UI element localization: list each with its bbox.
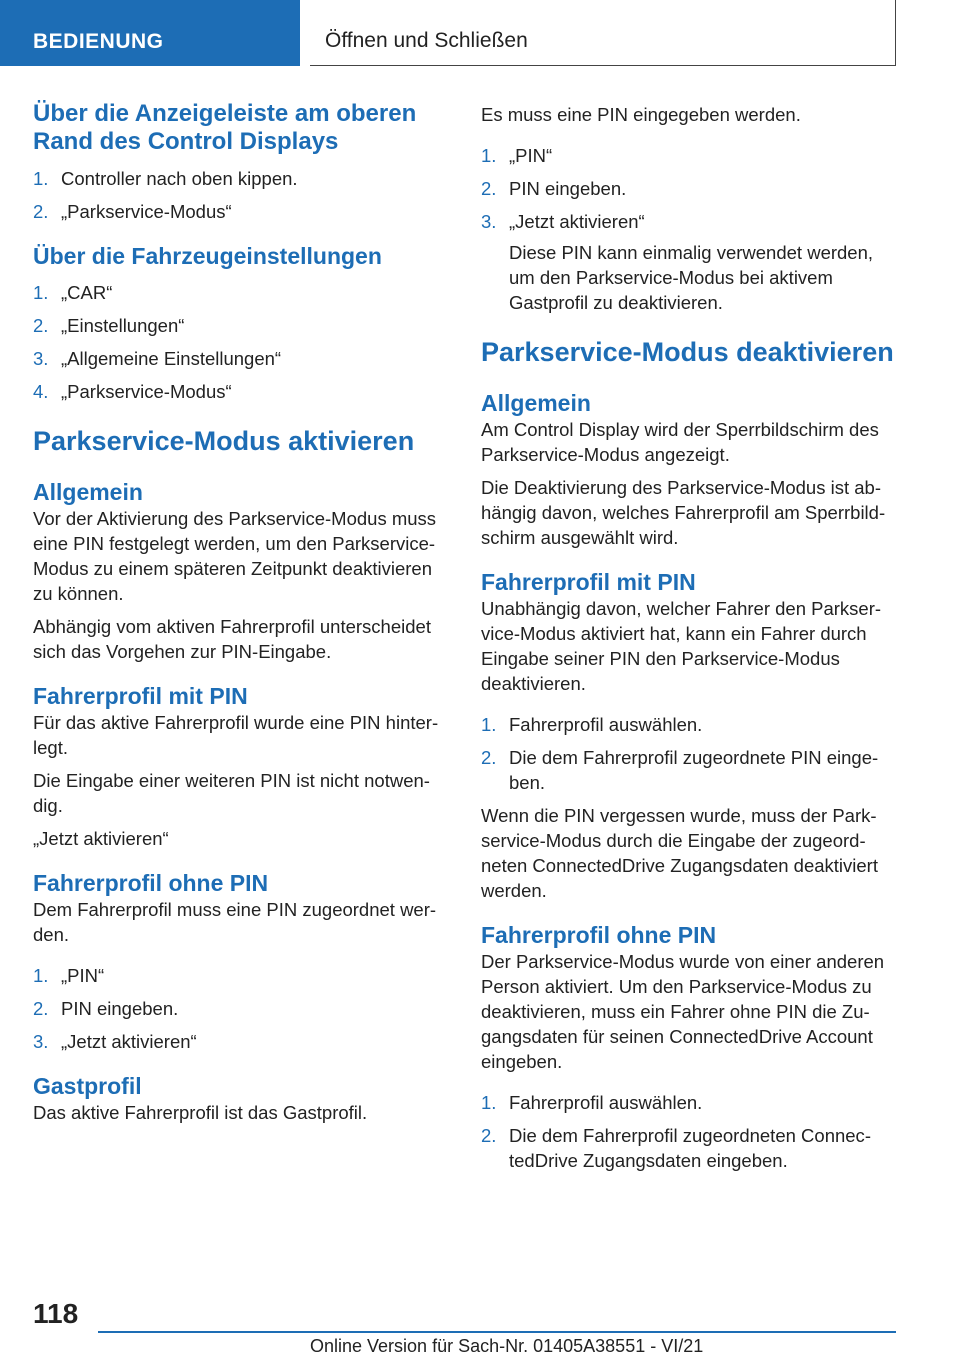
chapter-title: Öffnen und Schließen [325, 29, 528, 52]
list-item: 1. „CAR“ [33, 282, 113, 303]
list-item: 1. Fahrerprofil auswählen. [481, 1092, 703, 1113]
paragraph: Die Eingabe einer weiteren PIN ist nicht notwendig. [33, 770, 430, 816]
left-column [33, 100, 448, 1133]
list-item: 3. „Jetzt aktivieren“ [33, 1031, 197, 1052]
heading-ohne-pin: Fahrerprofil ohne PIN [33, 870, 269, 896]
paragraph: Die Deaktivierung des Parkservice-Modus ist abhängig davon, welches Fahrerprofil am Sperrbildschirm ausgewählt wird. [481, 477, 886, 548]
list-item: 2. PIN eingeben. [481, 178, 627, 199]
list-item: 3. „Allgemeine Einstellungen“ [33, 348, 282, 369]
list-item: 1. „PIN“ [481, 145, 553, 166]
steps-mit-pin [481, 712, 899, 795]
chapter-header [310, 0, 896, 66]
heading-allgemein: Allgemein [481, 390, 591, 416]
list-item: 1. Controller nach oben kippen. [33, 168, 298, 189]
paragraph: Wenn die PIN vergessen wurde, muss der Parkservice-Modus durch die Eingabe der zugeordneten ConnectedDrive Zugangsdaten deaktiviert werden. [481, 805, 878, 901]
list-item: 1. „PIN“ [33, 965, 105, 986]
paragraph: Das aktive Fahrerprofil ist das Gastprofil. [33, 1102, 368, 1123]
steps-anzeigeleiste [33, 166, 448, 224]
section-label: BEDIENUNG [33, 30, 164, 53]
list-item: 4. „Parkservice-Modus“ [33, 381, 232, 402]
paragraph: Dem Fahrerprofil muss eine PIN zugeordnet werden. [33, 899, 437, 945]
paragraph: Abhängig vom aktiven Fahrerprofil unterscheidet sich das Vorgehen zur PIN-Eingabe. [33, 616, 431, 662]
list-item: 2. „Parkservice-Modus“ [33, 201, 232, 222]
list-item: 3. „Jetzt aktivieren“ [481, 211, 645, 232]
steps-fahrzeugeinstellungen [33, 280, 448, 404]
steps-ohne-pin [481, 1090, 899, 1173]
heading-gastprofil: Gastprofil [33, 1073, 142, 1099]
heading-allgemein: Allgemein [33, 479, 143, 505]
paragraph: Es muss eine PIN eingegeben werden. [481, 104, 801, 125]
footer-divider [98, 1331, 896, 1333]
paragraph: Am Control Display wird der Sperrbildschirm des Parkservice-Modus angezeigt. [481, 419, 879, 465]
heading-ohne-pin: Fahrerprofil ohne PIN [481, 922, 717, 948]
section-tab [0, 0, 300, 66]
paragraph: Vor der Aktivierung des Parkservice-Modus muss eine PIN festgelegt werden, um den Parkservice-Modus zu einem späteren Zeitpunkt deaktivieren zu können. [33, 508, 437, 604]
page-number: 118 [33, 1298, 79, 1329]
heading-deaktivieren: Parkservice-Modus deaktivieren [481, 337, 894, 367]
paragraph: Für das aktive Fahrerprofil wurde eine PIN hinterlegt. [33, 712, 439, 758]
heading-fahrzeugeinstellungen: Über die Fahrzeugeinstellungen [33, 243, 382, 269]
heading-anzeigeleiste: Über die Anzeigeleiste am oberen Rand des Control Displays [33, 100, 417, 155]
steps-gastprofil [481, 143, 899, 234]
list-item: 2. PIN eingeben. [33, 998, 179, 1019]
heading-aktivieren: Parkservice-Modus aktivieren [33, 426, 415, 456]
heading-mit-pin: Fahrerprofil mit PIN [33, 683, 248, 709]
steps-ohne-pin [33, 963, 448, 1054]
right-column [481, 102, 899, 1181]
footer-text: Online Version für Sach-Nr. 01405A38551 - VI/21 [310, 1336, 704, 1356]
list-item: 2. Die dem Fahrerprofil zugeordnete PIN eingeben. [481, 747, 879, 793]
paragraph: „Jetzt aktivieren“ [33, 828, 169, 849]
paragraph: Unabhängig davon, welcher Fahrer den Parkservice-Modus aktiviert hat, kann ein Fahrer durch Eingabe seiner PIN den Parkservice-Modus deaktivieren. [481, 598, 882, 694]
list-item: 1. Fahrerprofil auswählen. [481, 714, 703, 735]
list-item: 2. „Einstellungen“ [33, 315, 185, 336]
heading-mit-pin: Fahrerprofil mit PIN [481, 569, 696, 595]
step-note: Diese PIN kann einmalig verwendet werden, um den Parkservice-Modus bei aktivem Gastprofil zu deaktivieren. [509, 242, 874, 313]
list-item: 2. Die dem Fahrerprofil zugeordneten ConnectedDrive Zugangsdaten eingeben. [481, 1125, 871, 1171]
paragraph: Der Parkservice-Modus wurde von einer anderen Person aktiviert. Um den Parkservice-Modus zu deaktivieren, muss ein Fahrer ohne PIN die Zugangsdaten für seinen ConnectedDrive Account eingeben. [481, 951, 885, 1072]
